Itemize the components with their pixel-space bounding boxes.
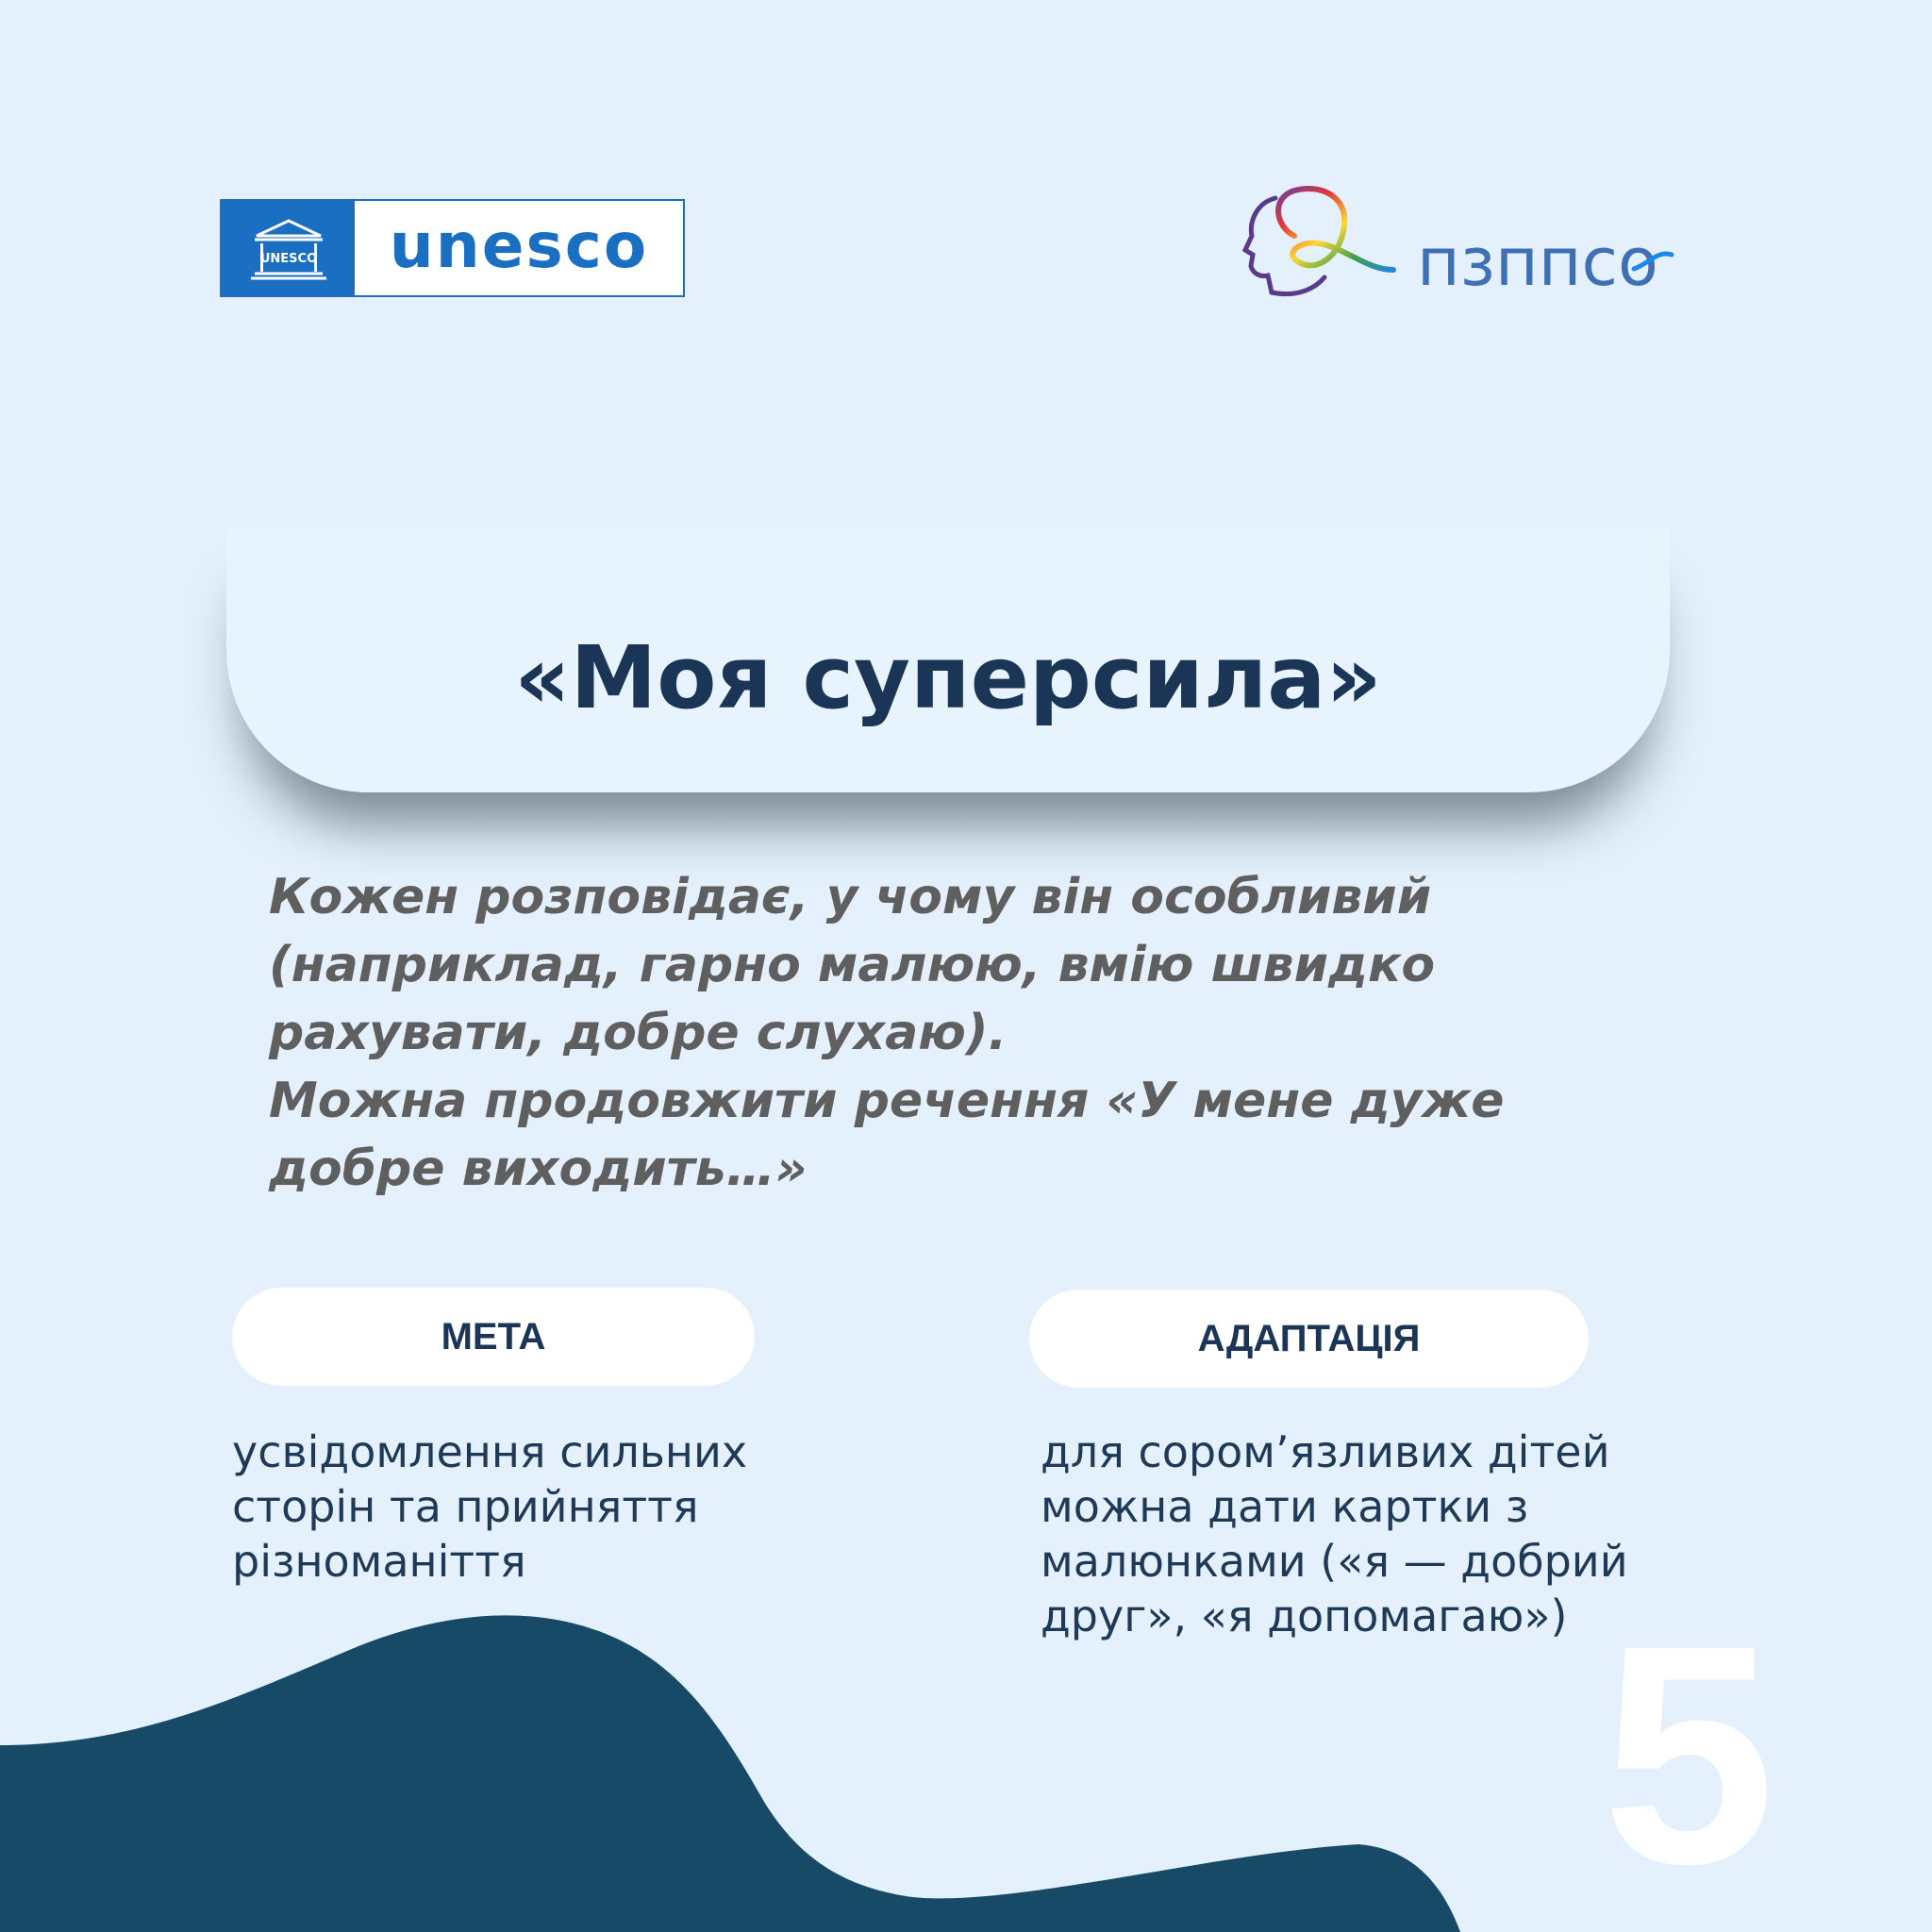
page-title: «Моя суперсила» [514,627,1382,728]
wave-shape [0,1615,1460,1932]
goal-label-pill: МЕТА [232,1288,755,1386]
page-number: 5 [1602,1580,1775,1928]
description-line: добре виходить…» [269,1141,808,1197]
adaptation-line: малюнками («я — добрий [1041,1536,1628,1587]
goal-text [232,1424,747,1589]
unesco-wordmark: unesco [389,208,649,282]
unesco-logo [220,199,685,297]
adaptation-text [1041,1424,1628,1643]
adaptation-line: для сором’язливих дітей [1041,1426,1610,1477]
unesco-temple-icon [222,201,355,295]
description-line: (наприклад, гарно малюю, вмію швидко [269,937,1436,993]
description-line: Можна продовжити речення «У мене дуже [269,1073,1505,1129]
activity-description [269,863,1684,1203]
svg-text:UNESCO: UNESCO [259,252,317,266]
goal-line: усвідомлення сильних [232,1426,748,1477]
head-profile-icon [1245,189,1393,294]
goal-line: сторін та прийняття [232,1481,699,1532]
description-line: Кожен розповідає, у чому він особливий [269,869,1432,925]
goal-line: різноманіття [232,1536,526,1587]
description-line: рахувати, добре слухаю). [269,1005,1008,1061]
partner-wordmark: пзппсо [1417,224,1658,301]
partner-logo [1238,179,1681,311]
adaptation-line: друг», «я допомагаю») [1041,1591,1568,1641]
adaptation-label-pill: АДАПТАЦІЯ [1029,1290,1589,1388]
adaptation-line: можна дати картки з [1041,1481,1529,1532]
